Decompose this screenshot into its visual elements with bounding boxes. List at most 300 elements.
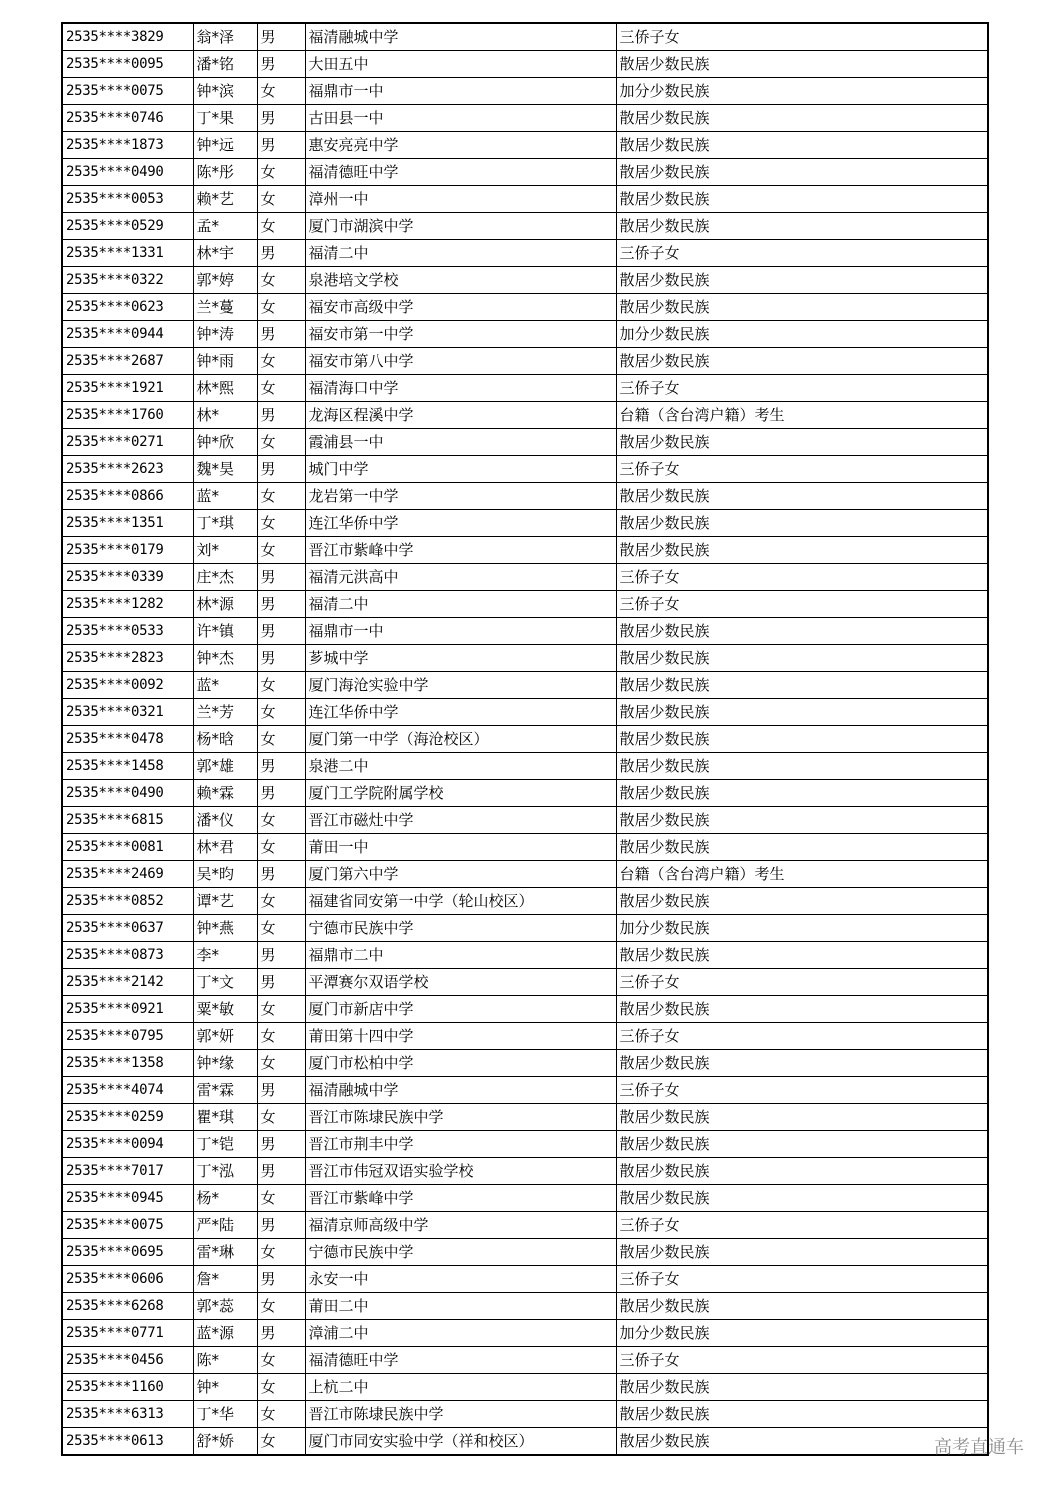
exam-id-cell: 2535****0271 [62, 429, 193, 456]
exam-id-cell: 2535****0095 [62, 51, 193, 78]
school-cell: 福清京师高级中学 [305, 1212, 616, 1239]
student-name-cell: 林*源 [193, 591, 257, 618]
student-name-cell: 钟*涛 [193, 321, 257, 348]
student-name-cell: 刘* [193, 537, 257, 564]
table-row [62, 753, 988, 780]
school-cell: 城门中学 [305, 456, 616, 483]
student-name-cell: 钟*远 [193, 132, 257, 159]
category-cell: 散居少数民族 [616, 429, 988, 456]
gender-cell: 女 [257, 429, 305, 456]
exam-id-cell: 2535****0866 [62, 483, 193, 510]
category-cell: 散居少数民族 [616, 1131, 988, 1158]
school-cell: 古田县一中 [305, 105, 616, 132]
category-cell: 散居少数民族 [616, 132, 988, 159]
category-cell: 散居少数民族 [616, 996, 988, 1023]
category-cell: 散居少数民族 [616, 510, 988, 537]
table-row [62, 1104, 988, 1131]
gender-cell: 男 [257, 51, 305, 78]
student-name-cell: 丁*泓 [193, 1158, 257, 1185]
student-name-cell: 粟*敏 [193, 996, 257, 1023]
student-name-cell: 蓝* [193, 672, 257, 699]
student-name-cell: 丁*果 [193, 105, 257, 132]
school-cell: 泉港二中 [305, 753, 616, 780]
gender-cell: 女 [257, 834, 305, 861]
gender-cell: 男 [257, 1131, 305, 1158]
table-row [62, 105, 988, 132]
exam-id-cell: 2535****4074 [62, 1077, 193, 1104]
school-cell: 福清德旺中学 [305, 159, 616, 186]
table-row [62, 1347, 988, 1374]
school-cell: 莆田第十四中学 [305, 1023, 616, 1050]
category-cell: 散居少数民族 [616, 267, 988, 294]
table-row [62, 591, 988, 618]
category-cell: 散居少数民族 [616, 807, 988, 834]
school-cell: 厦门第六中学 [305, 861, 616, 888]
table-row [62, 645, 988, 672]
category-cell: 散居少数民族 [616, 1374, 988, 1401]
student-name-cell: 雷*琳 [193, 1239, 257, 1266]
exam-id-cell: 2535****0094 [62, 1131, 193, 1158]
student-name-cell: 郭*妍 [193, 1023, 257, 1050]
school-cell: 芗城中学 [305, 645, 616, 672]
student-name-cell: 谭*艺 [193, 888, 257, 915]
student-name-cell: 杨*晗 [193, 726, 257, 753]
table-row [62, 1050, 988, 1077]
exam-id-cell: 2535****1282 [62, 591, 193, 618]
school-cell: 福安市高级中学 [305, 294, 616, 321]
gender-cell: 女 [257, 1347, 305, 1374]
school-cell: 晋江市伟冠双语实验学校 [305, 1158, 616, 1185]
category-cell: 三侨子女 [616, 375, 988, 402]
student-name-cell: 吴*昀 [193, 861, 257, 888]
school-cell: 福鼎市一中 [305, 618, 616, 645]
gender-cell: 女 [257, 888, 305, 915]
table-row [62, 1077, 988, 1104]
exam-id-cell: 2535****0321 [62, 699, 193, 726]
gender-cell: 男 [257, 861, 305, 888]
student-name-cell: 詹* [193, 1266, 257, 1293]
school-cell: 福建省同安第一中学（轮山校区） [305, 888, 616, 915]
table-row [62, 213, 988, 240]
school-cell: 平潭赛尔双语学校 [305, 969, 616, 996]
school-cell: 晋江市紫峰中学 [305, 537, 616, 564]
student-name-cell: 翁*泽 [193, 23, 257, 51]
exam-id-cell: 2535****0179 [62, 537, 193, 564]
table-row [62, 564, 988, 591]
category-cell: 散居少数民族 [616, 726, 988, 753]
table-row [62, 294, 988, 321]
gender-cell: 女 [257, 1293, 305, 1320]
student-name-cell: 钟*杰 [193, 645, 257, 672]
school-cell: 永安一中 [305, 1266, 616, 1293]
table-row [62, 1374, 988, 1401]
exam-id-cell: 2535****0945 [62, 1185, 193, 1212]
category-cell: 三侨子女 [616, 1023, 988, 1050]
category-cell: 散居少数民族 [616, 1401, 988, 1428]
student-name-cell: 赖*艺 [193, 186, 257, 213]
table-row [62, 1239, 988, 1266]
gender-cell: 男 [257, 942, 305, 969]
category-cell: 散居少数民族 [616, 1239, 988, 1266]
student-name-cell: 雷*霖 [193, 1077, 257, 1104]
exam-id-cell: 2535****0606 [62, 1266, 193, 1293]
school-cell: 福清融城中学 [305, 23, 616, 51]
table-row [62, 51, 988, 78]
school-cell: 福清元洪高中 [305, 564, 616, 591]
table-row [62, 834, 988, 861]
table-row [62, 861, 988, 888]
student-name-cell: 严*陆 [193, 1212, 257, 1239]
gender-cell: 女 [257, 672, 305, 699]
category-cell: 三侨子女 [616, 1266, 988, 1293]
table-row [62, 1023, 988, 1050]
table-row [62, 456, 988, 483]
table-row [62, 807, 988, 834]
exam-id-cell: 2535****0637 [62, 915, 193, 942]
exam-id-cell: 2535****1160 [62, 1374, 193, 1401]
exam-id-cell: 2535****0259 [62, 1104, 193, 1131]
table-row [62, 1293, 988, 1320]
student-name-cell: 林*宇 [193, 240, 257, 267]
exam-id-cell: 2535****6313 [62, 1401, 193, 1428]
student-name-cell: 林*君 [193, 834, 257, 861]
gender-cell: 女 [257, 699, 305, 726]
exam-id-cell: 2535****0092 [62, 672, 193, 699]
table-row [62, 1212, 988, 1239]
gender-cell: 男 [257, 1266, 305, 1293]
exam-id-cell: 2535****0490 [62, 780, 193, 807]
category-cell: 三侨子女 [616, 591, 988, 618]
school-cell: 厦门工学院附属学校 [305, 780, 616, 807]
category-cell: 三侨子女 [616, 1077, 988, 1104]
gender-cell: 女 [257, 159, 305, 186]
gender-cell: 男 [257, 591, 305, 618]
gender-cell: 女 [257, 267, 305, 294]
category-cell: 散居少数民族 [616, 699, 988, 726]
table-row [62, 699, 988, 726]
category-cell: 散居少数民族 [616, 1050, 988, 1077]
school-cell: 龙海区程溪中学 [305, 402, 616, 429]
category-cell: 散居少数民族 [616, 1158, 988, 1185]
gender-cell: 男 [257, 1320, 305, 1347]
gender-cell: 女 [257, 915, 305, 942]
table-row [62, 132, 988, 159]
school-cell: 连江华侨中学 [305, 510, 616, 537]
exam-id-cell: 2535****0795 [62, 1023, 193, 1050]
gender-cell: 男 [257, 23, 305, 51]
gender-cell: 女 [257, 537, 305, 564]
school-cell: 龙岩第一中学 [305, 483, 616, 510]
school-cell: 晋江市陈埭民族中学 [305, 1401, 616, 1428]
category-cell: 三侨子女 [616, 969, 988, 996]
student-name-cell: 李* [193, 942, 257, 969]
student-name-cell: 钟* [193, 1374, 257, 1401]
exam-id-cell: 2535****3829 [62, 23, 193, 51]
gender-cell: 女 [257, 483, 305, 510]
category-cell: 三侨子女 [616, 564, 988, 591]
gender-cell: 女 [257, 348, 305, 375]
exam-id-cell: 2535****1351 [62, 510, 193, 537]
exam-id-cell: 2535****0478 [62, 726, 193, 753]
exam-id-cell: 2535****0746 [62, 105, 193, 132]
gender-cell: 男 [257, 402, 305, 429]
exam-id-cell: 2535****1873 [62, 132, 193, 159]
table-row [62, 537, 988, 564]
student-name-cell: 庄*杰 [193, 564, 257, 591]
school-cell: 宁德市民族中学 [305, 915, 616, 942]
school-cell: 厦门市新店中学 [305, 996, 616, 1023]
category-cell: 散居少数民族 [616, 1293, 988, 1320]
category-cell: 三侨子女 [616, 23, 988, 51]
category-cell: 散居少数民族 [616, 942, 988, 969]
gender-cell: 男 [257, 645, 305, 672]
gender-cell: 女 [257, 1401, 305, 1428]
student-name-cell: 钟*雨 [193, 348, 257, 375]
category-cell: 散居少数民族 [616, 618, 988, 645]
school-cell: 厦门市同安实验中学（祥和校区） [305, 1428, 616, 1456]
school-cell: 福清海口中学 [305, 375, 616, 402]
gender-cell: 男 [257, 321, 305, 348]
gender-cell: 男 [257, 1158, 305, 1185]
exam-id-cell: 2535****7017 [62, 1158, 193, 1185]
gender-cell: 女 [257, 1104, 305, 1131]
exam-id-cell: 2535****2687 [62, 348, 193, 375]
exam-id-cell: 2535****0075 [62, 1212, 193, 1239]
table-row [62, 78, 988, 105]
gender-cell: 女 [257, 1023, 305, 1050]
student-name-cell: 许*镇 [193, 618, 257, 645]
exam-id-cell: 2535****6268 [62, 1293, 193, 1320]
school-cell: 福安市第一中学 [305, 321, 616, 348]
exam-id-cell: 2535****6815 [62, 807, 193, 834]
student-name-cell: 郭*蕊 [193, 1293, 257, 1320]
exam-id-cell: 2535****0081 [62, 834, 193, 861]
table-row [62, 1131, 988, 1158]
student-name-cell: 赖*霖 [193, 780, 257, 807]
category-cell: 散居少数民族 [616, 1104, 988, 1131]
table-row [62, 969, 988, 996]
exam-id-cell: 2535****0339 [62, 564, 193, 591]
category-cell: 加分少数民族 [616, 915, 988, 942]
category-cell: 三侨子女 [616, 1212, 988, 1239]
exam-id-cell: 2535****1458 [62, 753, 193, 780]
table-row [62, 888, 988, 915]
student-name-cell: 兰*蔓 [193, 294, 257, 321]
table-row [62, 375, 988, 402]
exam-id-cell: 2535****0490 [62, 159, 193, 186]
table-row [62, 1320, 988, 1347]
category-cell: 散居少数民族 [616, 780, 988, 807]
student-name-cell: 潘*铭 [193, 51, 257, 78]
student-name-cell: 兰*芳 [193, 699, 257, 726]
student-name-cell: 钟*欣 [193, 429, 257, 456]
category-cell: 三侨子女 [616, 240, 988, 267]
gender-cell: 男 [257, 618, 305, 645]
category-cell: 散居少数民族 [616, 888, 988, 915]
school-cell: 厦门海沧实验中学 [305, 672, 616, 699]
category-cell: 散居少数民族 [616, 213, 988, 240]
category-cell: 散居少数民族 [616, 1428, 988, 1456]
exam-id-cell: 2535****1331 [62, 240, 193, 267]
category-cell: 散居少数民族 [616, 645, 988, 672]
gender-cell: 男 [257, 753, 305, 780]
gender-cell: 女 [257, 1428, 305, 1456]
student-name-cell: 钟*燕 [193, 915, 257, 942]
table-row [62, 429, 988, 456]
exam-id-cell: 2535****2142 [62, 969, 193, 996]
gender-cell: 男 [257, 780, 305, 807]
student-name-cell: 林* [193, 402, 257, 429]
category-cell: 散居少数民族 [616, 105, 988, 132]
gender-cell: 男 [257, 456, 305, 483]
student-name-cell: 蓝* [193, 483, 257, 510]
table-row [62, 240, 988, 267]
table-row [62, 1401, 988, 1428]
exam-id-cell: 2535****0075 [62, 78, 193, 105]
student-name-cell: 郭*雄 [193, 753, 257, 780]
category-cell: 散居少数民族 [616, 834, 988, 861]
school-cell: 厦门市松柏中学 [305, 1050, 616, 1077]
category-cell: 散居少数民族 [616, 537, 988, 564]
table-row [62, 1266, 988, 1293]
school-cell: 莆田二中 [305, 1293, 616, 1320]
school-cell: 莆田一中 [305, 834, 616, 861]
category-cell: 散居少数民族 [616, 1185, 988, 1212]
exam-id-cell: 2535****0695 [62, 1239, 193, 1266]
gender-cell: 男 [257, 969, 305, 996]
category-cell: 台籍（含台湾户籍）考生 [616, 402, 988, 429]
exam-id-cell: 2535****1760 [62, 402, 193, 429]
gender-cell: 女 [257, 807, 305, 834]
table-row [62, 996, 988, 1023]
candidate-table-body [62, 23, 988, 1455]
student-name-cell: 杨* [193, 1185, 257, 1212]
gender-cell: 女 [257, 186, 305, 213]
table-row [62, 915, 988, 942]
table-row [62, 1185, 988, 1212]
gender-cell: 女 [257, 375, 305, 402]
table-row [62, 483, 988, 510]
table-row [62, 510, 988, 537]
school-cell: 晋江市紫峰中学 [305, 1185, 616, 1212]
gender-cell: 女 [257, 1239, 305, 1266]
gender-cell: 女 [257, 726, 305, 753]
gender-cell: 男 [257, 1077, 305, 1104]
student-name-cell: 丁*文 [193, 969, 257, 996]
gender-cell: 女 [257, 78, 305, 105]
category-cell: 散居少数民族 [616, 51, 988, 78]
gender-cell: 女 [257, 1185, 305, 1212]
school-cell: 霞浦县一中 [305, 429, 616, 456]
gender-cell: 女 [257, 1050, 305, 1077]
school-cell: 漳州一中 [305, 186, 616, 213]
school-cell: 漳浦二中 [305, 1320, 616, 1347]
table-row [62, 159, 988, 186]
category-cell: 加分少数民族 [616, 78, 988, 105]
category-cell: 散居少数民族 [616, 672, 988, 699]
student-name-cell: 魏*昊 [193, 456, 257, 483]
exam-id-cell: 2535****0529 [62, 213, 193, 240]
table-row [62, 726, 988, 753]
student-name-cell: 陈* [193, 1347, 257, 1374]
gender-cell: 女 [257, 510, 305, 537]
school-cell: 厦门市湖滨中学 [305, 213, 616, 240]
table-row [62, 672, 988, 699]
category-cell: 加分少数民族 [616, 1320, 988, 1347]
school-cell: 福清二中 [305, 240, 616, 267]
exam-id-cell: 2535****2623 [62, 456, 193, 483]
student-name-cell: 郭*婷 [193, 267, 257, 294]
school-cell: 泉港培文学校 [305, 267, 616, 294]
exam-id-cell: 2535****1921 [62, 375, 193, 402]
student-name-cell: 瞿*琪 [193, 1104, 257, 1131]
category-cell: 散居少数民族 [616, 159, 988, 186]
student-name-cell: 孟* [193, 213, 257, 240]
category-cell: 散居少数民族 [616, 348, 988, 375]
table-row [62, 402, 988, 429]
student-name-cell: 潘*仪 [193, 807, 257, 834]
category-cell: 散居少数民族 [616, 483, 988, 510]
student-name-cell: 林*熙 [193, 375, 257, 402]
gender-cell: 女 [257, 1374, 305, 1401]
exam-id-cell: 2535****0771 [62, 1320, 193, 1347]
student-name-cell: 钟*缘 [193, 1050, 257, 1077]
exam-id-cell: 2535****0944 [62, 321, 193, 348]
student-name-cell: 陈*彤 [193, 159, 257, 186]
category-cell: 三侨子女 [616, 456, 988, 483]
candidate-table [61, 22, 989, 1456]
table-row [62, 321, 988, 348]
exam-id-cell: 2535****0533 [62, 618, 193, 645]
gender-cell: 女 [257, 996, 305, 1023]
table-row [62, 267, 988, 294]
student-name-cell: 蓝*源 [193, 1320, 257, 1347]
student-name-cell: 丁*铠 [193, 1131, 257, 1158]
school-cell: 大田五中 [305, 51, 616, 78]
watermark-text: 高考直通车 [934, 1437, 1024, 1458]
table-row [62, 186, 988, 213]
table-row [62, 942, 988, 969]
school-cell: 晋江市磁灶中学 [305, 807, 616, 834]
gender-cell: 男 [257, 240, 305, 267]
gender-cell: 女 [257, 294, 305, 321]
exam-id-cell: 2535****1358 [62, 1050, 193, 1077]
exam-id-cell: 2535****2469 [62, 861, 193, 888]
school-cell: 福鼎市一中 [305, 78, 616, 105]
school-cell: 上杭二中 [305, 1374, 616, 1401]
exam-id-cell: 2535****0053 [62, 186, 193, 213]
gender-cell: 男 [257, 105, 305, 132]
student-name-cell: 丁*华 [193, 1401, 257, 1428]
student-name-cell: 丁*琪 [193, 510, 257, 537]
school-cell: 福安市第八中学 [305, 348, 616, 375]
table-row [62, 23, 988, 51]
table-row [62, 1428, 988, 1456]
exam-id-cell: 2535****0322 [62, 267, 193, 294]
table-row [62, 1158, 988, 1185]
table-row [62, 618, 988, 645]
student-name-cell: 钟*滨 [193, 78, 257, 105]
exam-id-cell: 2535****0456 [62, 1347, 193, 1374]
school-cell: 连江华侨中学 [305, 699, 616, 726]
category-cell: 三侨子女 [616, 1347, 988, 1374]
school-cell: 惠安亮亮中学 [305, 132, 616, 159]
exam-id-cell: 2535****0873 [62, 942, 193, 969]
gender-cell: 女 [257, 213, 305, 240]
student-name-cell: 舒*娇 [193, 1428, 257, 1456]
gender-cell: 男 [257, 564, 305, 591]
school-cell: 晋江市荆丰中学 [305, 1131, 616, 1158]
